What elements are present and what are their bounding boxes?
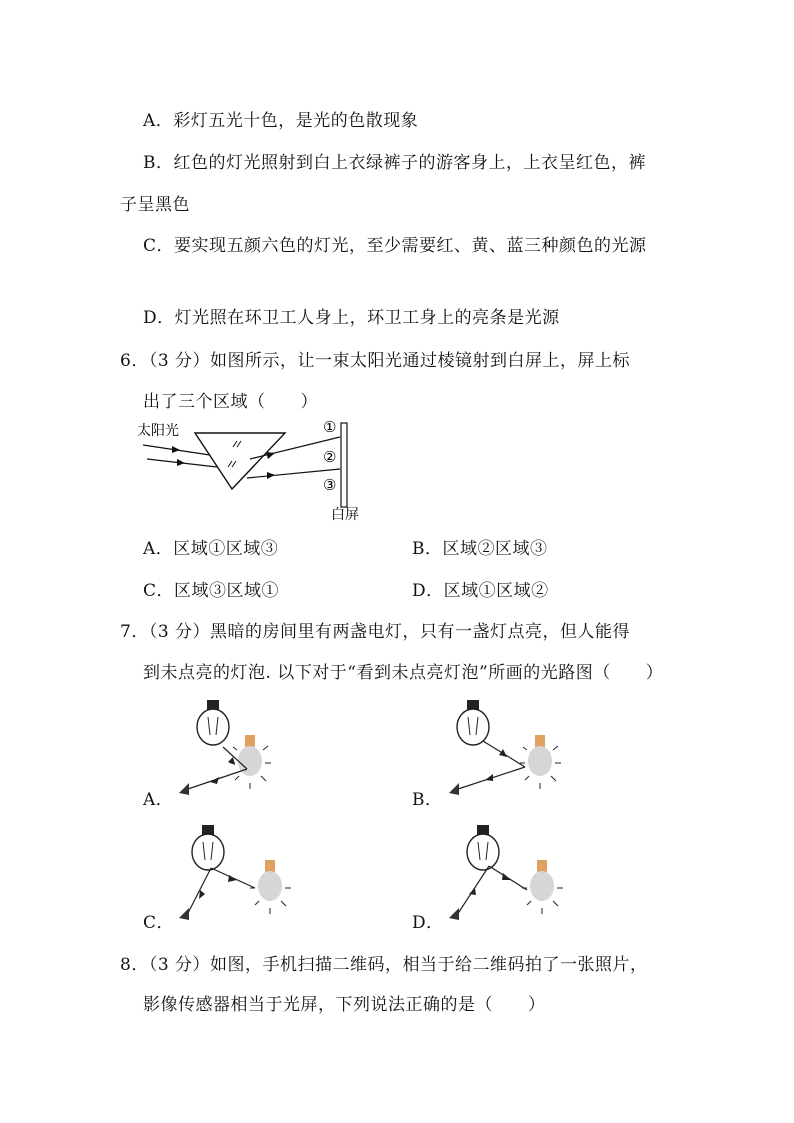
q7-label-a: A． (143, 790, 174, 810)
q8-stem-line2: 影像传感器相当于光屏，下列说法正确的是（ ） (143, 995, 546, 1015)
q5-option-d: D．灯光照在环卫工人身上，环卫工身上的亮条是光源 (143, 308, 560, 328)
region-3-label: ③ (323, 476, 337, 494)
q6-stem-line2: 出了三个区域（ ） (143, 392, 318, 412)
screen-label: 白屏 (331, 507, 359, 523)
q5-option-c: C．要实现五颜六色的灯光，至少需要红、黄、蓝三种颜色的光源 (143, 236, 647, 256)
q7-stem-line1: 7．（3 分）黑暗的房间里有两盏电灯，只有一盏灯点亮，但人能得 (120, 622, 631, 642)
q7-stem-line2: 到未点亮的灯泡. 以下对于“看到未点亮灯泡”所画的光路图（ ） (143, 663, 664, 683)
q7-diagram-d (445, 820, 585, 930)
sunlight-label: 太阳光 (137, 423, 179, 439)
q6-stem-line1: 6．（3 分）如图所示，让一束太阳光通过棱镜射到白屏上，屏上标 (120, 351, 631, 371)
q6-option-d: D．区域①区域② (412, 581, 549, 601)
q7-label-c: C． (143, 913, 175, 933)
q7-label-d: D． (412, 913, 444, 933)
q6-option-c: C．区域③区域① (143, 581, 280, 601)
q6-option-b: B．区域②区域③ (412, 539, 548, 559)
q6-option-a: A．区域①区域③ (143, 539, 279, 559)
q8-stem-line1: 8．（3 分）如图，手机扫描二维码，相当于给二维码拍了一张照片， (120, 955, 648, 975)
q7-diagram-c (175, 820, 315, 930)
q5-option-b-line1: B．红色的灯光照射到白上衣绿裤子的游客身上，上衣呈红色，裤 (143, 153, 646, 173)
q7-diagram-a (175, 695, 315, 805)
q5-option-b-line2: 子呈黑色 (120, 195, 190, 215)
q7-diagram-b (445, 695, 585, 805)
region-2-label: ② (323, 448, 337, 466)
prism-figure (135, 415, 375, 525)
q7-label-b: B． (412, 790, 443, 810)
region-1-label: ① (323, 418, 337, 436)
q5-option-a: A．彩灯五光十色，是光的色散现象 (143, 111, 419, 131)
